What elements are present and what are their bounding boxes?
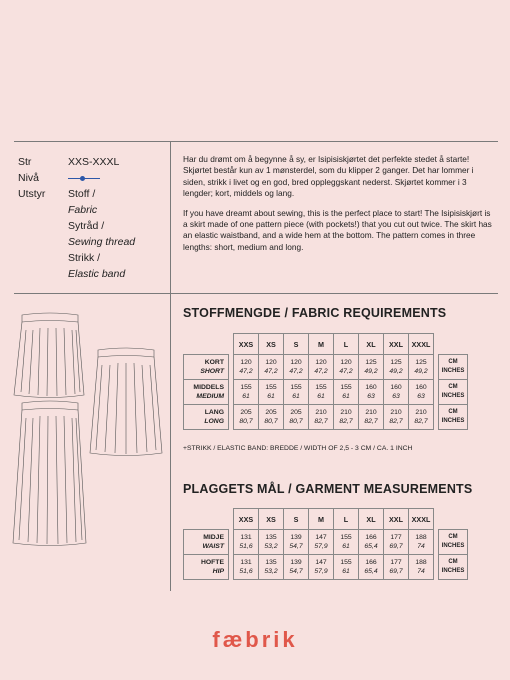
skirt-medium-illustration bbox=[90, 348, 162, 456]
elastic-band-note: +STRIKK / ELASTIC BAND: BREDDE / WIDTH OF 2,5 - 3 CM / CA. 1 INCH bbox=[183, 445, 413, 452]
size-header: S bbox=[284, 334, 309, 355]
size-header: XXL bbox=[384, 334, 409, 355]
supply-item: Elastic band bbox=[68, 268, 126, 280]
size-header: XS bbox=[259, 509, 284, 530]
table-row: HOFTE HIP 131 51,6 135 53,2 139 54,7 147 57,9 155 61 166 65,4 177 69,7 188 74 CM INCHES bbox=[184, 555, 468, 580]
size-label: Str bbox=[18, 156, 32, 168]
supply-item: Fabric bbox=[68, 204, 98, 216]
column-divider bbox=[170, 141, 171, 591]
size-header: XXL bbox=[384, 509, 409, 530]
table-row: KORT SHORT 120 47,2 120 47,2 120 47,2 120 47,2 120 47,2 125 49,2 125 49,2 125 49,2 CM INCHES bbox=[184, 355, 468, 380]
brand-logo: fæbrik bbox=[212, 627, 298, 652]
size-value: XXS-XXXL bbox=[68, 156, 120, 168]
description-english: If you have dreamt about sewing, this is the perfect place to start! The Isipisiskjørt is a skirt made of one pattern piece (with pockets!) that you cut out twice. The skirt has an elastic waistband, and a wide hem at the bottom. The pattern comes in three lengths: short, medium and long. bbox=[183, 207, 492, 252]
supply-item: Stoff / bbox=[68, 188, 96, 200]
skirt-long-illustration bbox=[13, 401, 86, 546]
size-header: XXXL bbox=[409, 334, 434, 355]
table-row: LANG LONG 205 80,7 205 80,7 205 80,7 210 82,7 210 82,7 210 82,7 210 82,7 210 82,7 CM INCHES bbox=[184, 405, 468, 430]
size-header: L bbox=[334, 509, 359, 530]
top-divider bbox=[14, 141, 498, 142]
description bbox=[183, 154, 495, 261]
size-header: XXS bbox=[234, 334, 259, 355]
garment-measurements-title: PLAGGETS MÅL / GARMENT MEASUREMENTS bbox=[183, 482, 473, 496]
size-header: S bbox=[284, 509, 309, 530]
size-header: XL bbox=[359, 509, 384, 530]
skirt-illustrations bbox=[0, 300, 170, 560]
level-indicator bbox=[68, 170, 163, 186]
level-label: Nivå bbox=[18, 172, 40, 184]
middle-divider bbox=[14, 293, 498, 294]
pattern-meta bbox=[18, 154, 163, 282]
table-row: MIDJE WAIST 131 51,6 135 53,2 139 54,7 147 57,9 155 61 166 65,4 177 69,7 188 74 CM INCHES bbox=[184, 530, 468, 555]
size-header: L bbox=[334, 334, 359, 355]
supplies-label: Utstyr bbox=[18, 188, 46, 200]
size-header: XXS bbox=[234, 509, 259, 530]
size-header: XS bbox=[259, 334, 284, 355]
skirt-short-illustration bbox=[14, 313, 84, 398]
size-header: XXXL bbox=[409, 509, 434, 530]
supply-item: Sytråd / bbox=[68, 220, 105, 232]
fabric-requirements-table bbox=[183, 333, 468, 430]
garment-measurements-table bbox=[183, 508, 468, 580]
table-row: MIDDELS MEDIUM 155 61 155 61 155 61 155 61 155 61 160 63 160 63 160 63 CM INCHES bbox=[184, 380, 468, 405]
size-header: M bbox=[309, 334, 334, 355]
description-norwegian: Har du drømt om å begynne å sy, er Isipisiskjørtet det perfekte stedet å starte! Skjørtet består kun av 1 mønsterdel, som du klipper 2 ganger. Det har lommer i siden, strikk i livet og en god, bred oppleggskant nederst. Skjørtet kommer i 3 lengder; kort, middels og lang. bbox=[183, 154, 474, 199]
size-header: XL bbox=[359, 334, 384, 355]
size-header: M bbox=[309, 509, 334, 530]
supply-item: Sewing thread bbox=[68, 236, 136, 248]
fabric-requirements-title: STOFFMENGDE / FABRIC REQUIREMENTS bbox=[183, 306, 447, 320]
supply-item: Strikk / bbox=[68, 252, 101, 264]
